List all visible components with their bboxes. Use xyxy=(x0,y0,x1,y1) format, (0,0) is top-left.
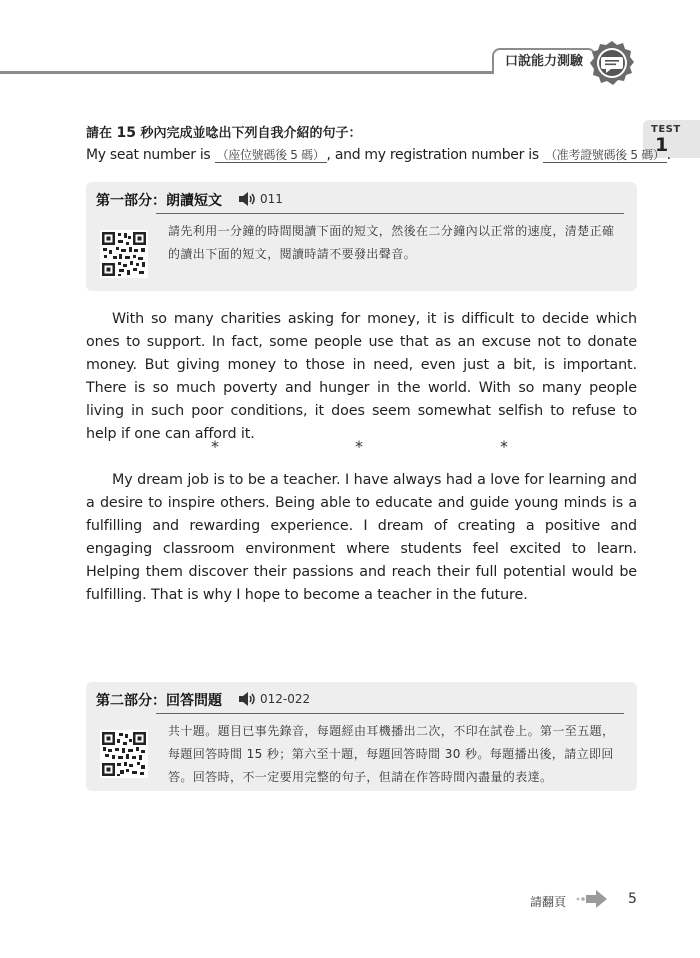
instruction-seconds: 15 xyxy=(116,125,137,141)
intro-part-c: . xyxy=(666,147,671,163)
separator-star: * xyxy=(355,437,363,456)
speech-badge-icon xyxy=(589,40,635,86)
turn-page-label: 請翻頁 xyxy=(530,895,567,909)
qr-code-icon xyxy=(100,730,148,778)
section-1-title: 第一部分：朗讀短文 xyxy=(96,193,222,209)
section-2-title: 第二部分：回答問題 xyxy=(96,693,222,709)
speaker-icon xyxy=(238,191,256,207)
speaker-icon xyxy=(238,691,256,707)
seat-number-blank: （座位號碼後 5 碼） xyxy=(216,148,325,162)
arrow-right-icon xyxy=(576,889,608,909)
separator-star: * xyxy=(211,437,219,456)
instruction-line xyxy=(86,122,362,141)
section-1-track: 011 xyxy=(260,192,283,206)
intro-part-b: , and my registration number is xyxy=(326,147,543,163)
section-2-rule xyxy=(156,713,624,714)
test-number: 1 xyxy=(655,134,669,156)
passage-1: With so many charities asking for money, it is difficult to decide which ones to support. In fact, some people use that as an excuse not to donate money. But giving money to those in need, even just a bit, is important. There is so much poverty and hunger in the world. With so many people living in such poor conditions, it does seem somewhat selfish to refuse to help if one can afford it. xyxy=(86,311,637,442)
qr-code-icon xyxy=(100,230,148,278)
section-2-track: 012-022 xyxy=(260,692,311,706)
passage-2: My dream job is to be a teacher. I have always had a love for learning and a desire to inspire others. Being able to educate and guide young minds is a fulfilling and rewarding experience. I dream of creating a positive and engaging classroom environment where students feel excited to learn. Helping them discover their passions and reach their full potential would be fulfilling. That is why I hope to become a teacher in the future. xyxy=(86,472,637,603)
section-1-box xyxy=(86,182,637,291)
section-2-instructions: 共十題。題目已事先錄音，每題經由耳機播出二次，不印在試卷上。第一至五題，每題回答時間 15 秒；第六至十題，每題回答時間 30 秒。每題播出後，請立即回答。回答時，不一定要用完整的句子，但請在作答時間內盡量的表達。 xyxy=(168,724,615,784)
test-label: TEST xyxy=(651,124,681,135)
section-1-instructions: 請先利用一分鐘的時間閱讀下面的短文，然後在二分鐘內以正常的速度，清楚正確的讀出下面的短文，閱讀時請不要發出聲音。 xyxy=(168,224,615,261)
instruction-post: 秒內完成並唸出下列自我介紹的句子： xyxy=(136,126,362,141)
section-2-box xyxy=(86,682,637,791)
section-1-rule xyxy=(156,213,624,214)
intro-part-a: My seat number is xyxy=(86,147,215,163)
registration-number-blank: （准考證號碼後 5 碼） xyxy=(544,148,665,162)
self-intro-sentence xyxy=(86,146,671,163)
separator-star: * xyxy=(500,437,508,456)
page-number: 5 xyxy=(628,891,637,907)
header-title: 口說能力測驗 xyxy=(492,48,596,74)
instruction-pre: 請在 xyxy=(86,126,117,141)
